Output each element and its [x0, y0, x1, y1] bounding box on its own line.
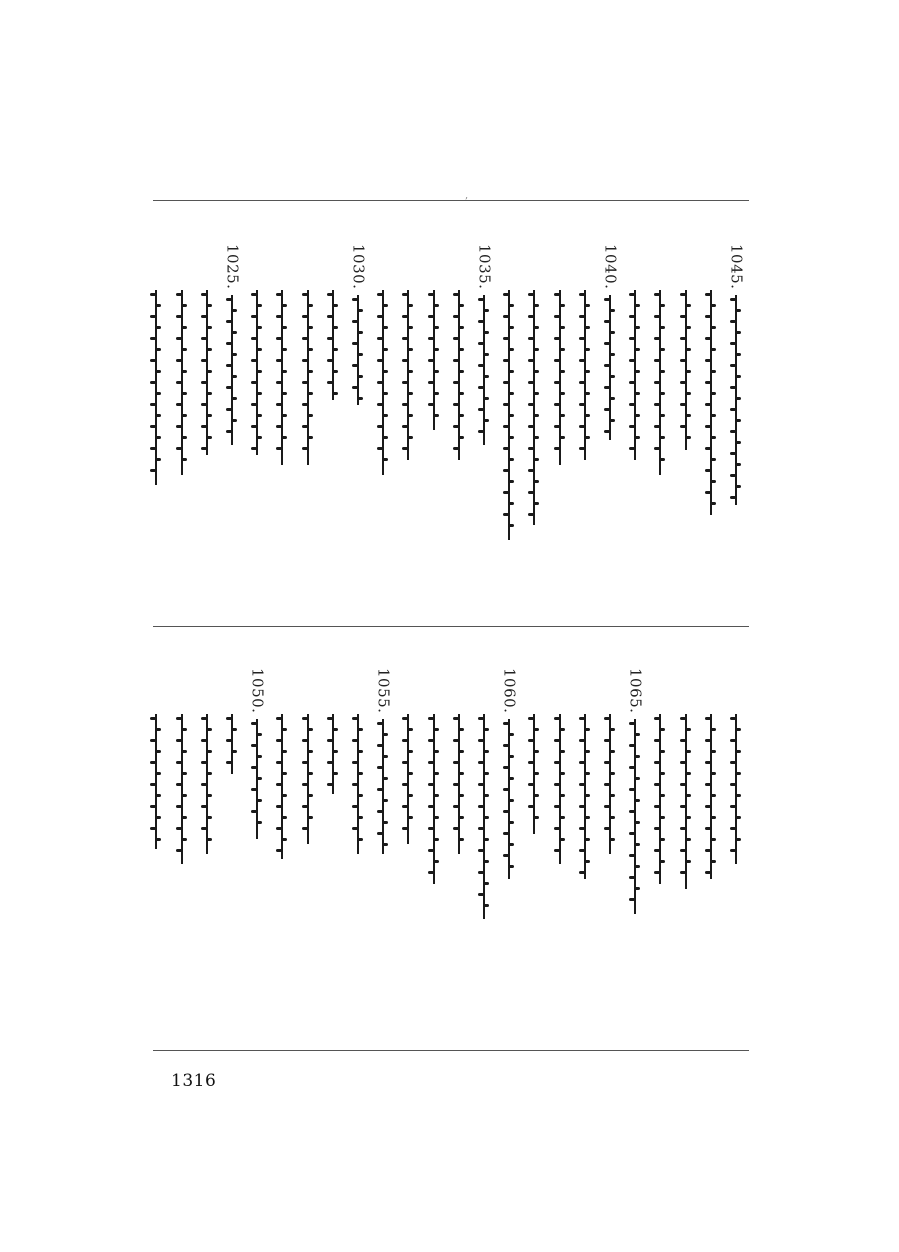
verse-line [322, 668, 344, 794]
mongolian-script-glyphs [401, 290, 415, 460]
verse-line [675, 244, 697, 450]
verse-line [448, 668, 470, 854]
verse-line [523, 668, 545, 834]
verse-line [700, 244, 722, 515]
mongolian-script-glyphs [376, 290, 390, 475]
mongolian-script-glyphs [477, 295, 491, 445]
mongolian-script-glyphs [326, 714, 340, 794]
mongolian-script-glyphs [351, 295, 365, 405]
lower-verse-block [150, 668, 750, 998]
verse-line [549, 244, 571, 465]
mongolian-script-glyphs [452, 290, 466, 460]
verse-line [498, 668, 520, 879]
verse-line [297, 244, 319, 465]
mongolian-script-glyphs [527, 290, 541, 525]
mongolian-script-glyphs [250, 290, 264, 455]
verse-line [322, 244, 344, 400]
mongolian-script-glyphs [225, 714, 239, 774]
verse-line [549, 668, 571, 864]
verse-line [725, 668, 747, 864]
verse-line [599, 244, 621, 440]
mongolian-script-glyphs [679, 714, 693, 889]
mongolian-script-glyphs [175, 290, 189, 475]
verse-line [196, 244, 218, 455]
mongolian-script-glyphs [527, 714, 541, 834]
mongolian-script-glyphs [553, 714, 567, 864]
verse-line [423, 244, 445, 430]
mongolian-script-glyphs [653, 714, 667, 884]
verse-line [423, 668, 445, 884]
mongolian-script-glyphs [578, 290, 592, 460]
mongolian-script-glyphs [553, 290, 567, 465]
middle-rule [153, 626, 749, 627]
mongolian-script-glyphs [149, 714, 163, 849]
line-number: 1050. [248, 668, 267, 714]
mongolian-script-glyphs [275, 290, 289, 465]
line-number: 1065. [626, 668, 645, 714]
upper-verse-block [150, 244, 750, 574]
line-number: 1035. [475, 244, 494, 290]
verse-line [221, 244, 243, 445]
verse-line [624, 668, 646, 914]
mongolian-script-glyphs [628, 719, 642, 914]
verse-line [473, 244, 495, 445]
mongolian-script-glyphs [502, 290, 516, 540]
mongolian-script-glyphs [628, 290, 642, 460]
verse-line [725, 244, 747, 505]
mongolian-script-glyphs [401, 714, 415, 844]
verse-line [246, 244, 268, 455]
verse-line [347, 244, 369, 405]
verse-line [347, 668, 369, 854]
mongolian-script-glyphs [175, 714, 189, 864]
verse-line [649, 244, 671, 475]
verse-line [448, 244, 470, 460]
mongolian-script-glyphs [301, 290, 315, 465]
mongolian-script-glyphs [250, 719, 264, 839]
verse-line [271, 668, 293, 859]
verse-line [145, 244, 167, 485]
mongolian-script-glyphs [200, 714, 214, 854]
mongolian-script-glyphs [578, 714, 592, 879]
verse-line [624, 244, 646, 460]
mongolian-script-glyphs [149, 290, 163, 485]
mongolian-script-glyphs [225, 295, 239, 445]
mongolian-script-glyphs [679, 290, 693, 450]
mongolian-script-glyphs [200, 290, 214, 455]
verse-line [574, 668, 596, 879]
line-number: 1030. [349, 244, 368, 290]
verse-line [246, 668, 268, 839]
verse-line [372, 668, 394, 854]
line-number: 1060. [500, 668, 519, 714]
mongolian-script-glyphs [729, 295, 743, 505]
mongolian-script-glyphs [452, 714, 466, 854]
verse-line [221, 668, 243, 774]
line-number: 1055. [374, 668, 393, 714]
verse-line [171, 244, 193, 475]
verse-line [397, 244, 419, 460]
verse-line [700, 668, 722, 879]
mongolian-script-glyphs [351, 714, 365, 854]
mongolian-script-glyphs [653, 290, 667, 475]
line-number: 1040. [601, 244, 620, 290]
mongolian-script-glyphs [704, 714, 718, 879]
line-number: 1025. [223, 244, 242, 290]
verse-line [599, 668, 621, 854]
scan-speck: , [465, 190, 469, 201]
verse-line [675, 668, 697, 889]
mongolian-script-glyphs [502, 719, 516, 879]
mongolian-script-glyphs [326, 290, 340, 400]
mongolian-script-glyphs [427, 714, 441, 884]
mongolian-script-glyphs [603, 295, 617, 440]
verse-line [473, 668, 495, 919]
mongolian-script-glyphs [427, 290, 441, 430]
verse-line [498, 244, 520, 540]
mongolian-script-glyphs [376, 719, 390, 854]
verse-line [372, 244, 394, 475]
mongolian-script-glyphs [477, 714, 491, 919]
verse-line [397, 668, 419, 844]
mongolian-script-glyphs [704, 290, 718, 515]
bottom-rule [153, 1050, 749, 1051]
line-number: 1045. [727, 244, 746, 290]
mongolian-script-glyphs [301, 714, 315, 844]
verse-line [523, 244, 545, 525]
verse-line [574, 244, 596, 460]
page-number: 1316 [171, 1071, 217, 1091]
mongolian-script-glyphs [729, 714, 743, 864]
verse-line [196, 668, 218, 854]
verse-line [145, 668, 167, 849]
mongolian-script-glyphs [603, 714, 617, 854]
verse-line [297, 668, 319, 844]
verse-line [649, 668, 671, 884]
mongolian-script-glyphs [275, 714, 289, 859]
verse-line [171, 668, 193, 864]
verse-line [271, 244, 293, 465]
top-rule [153, 200, 749, 201]
